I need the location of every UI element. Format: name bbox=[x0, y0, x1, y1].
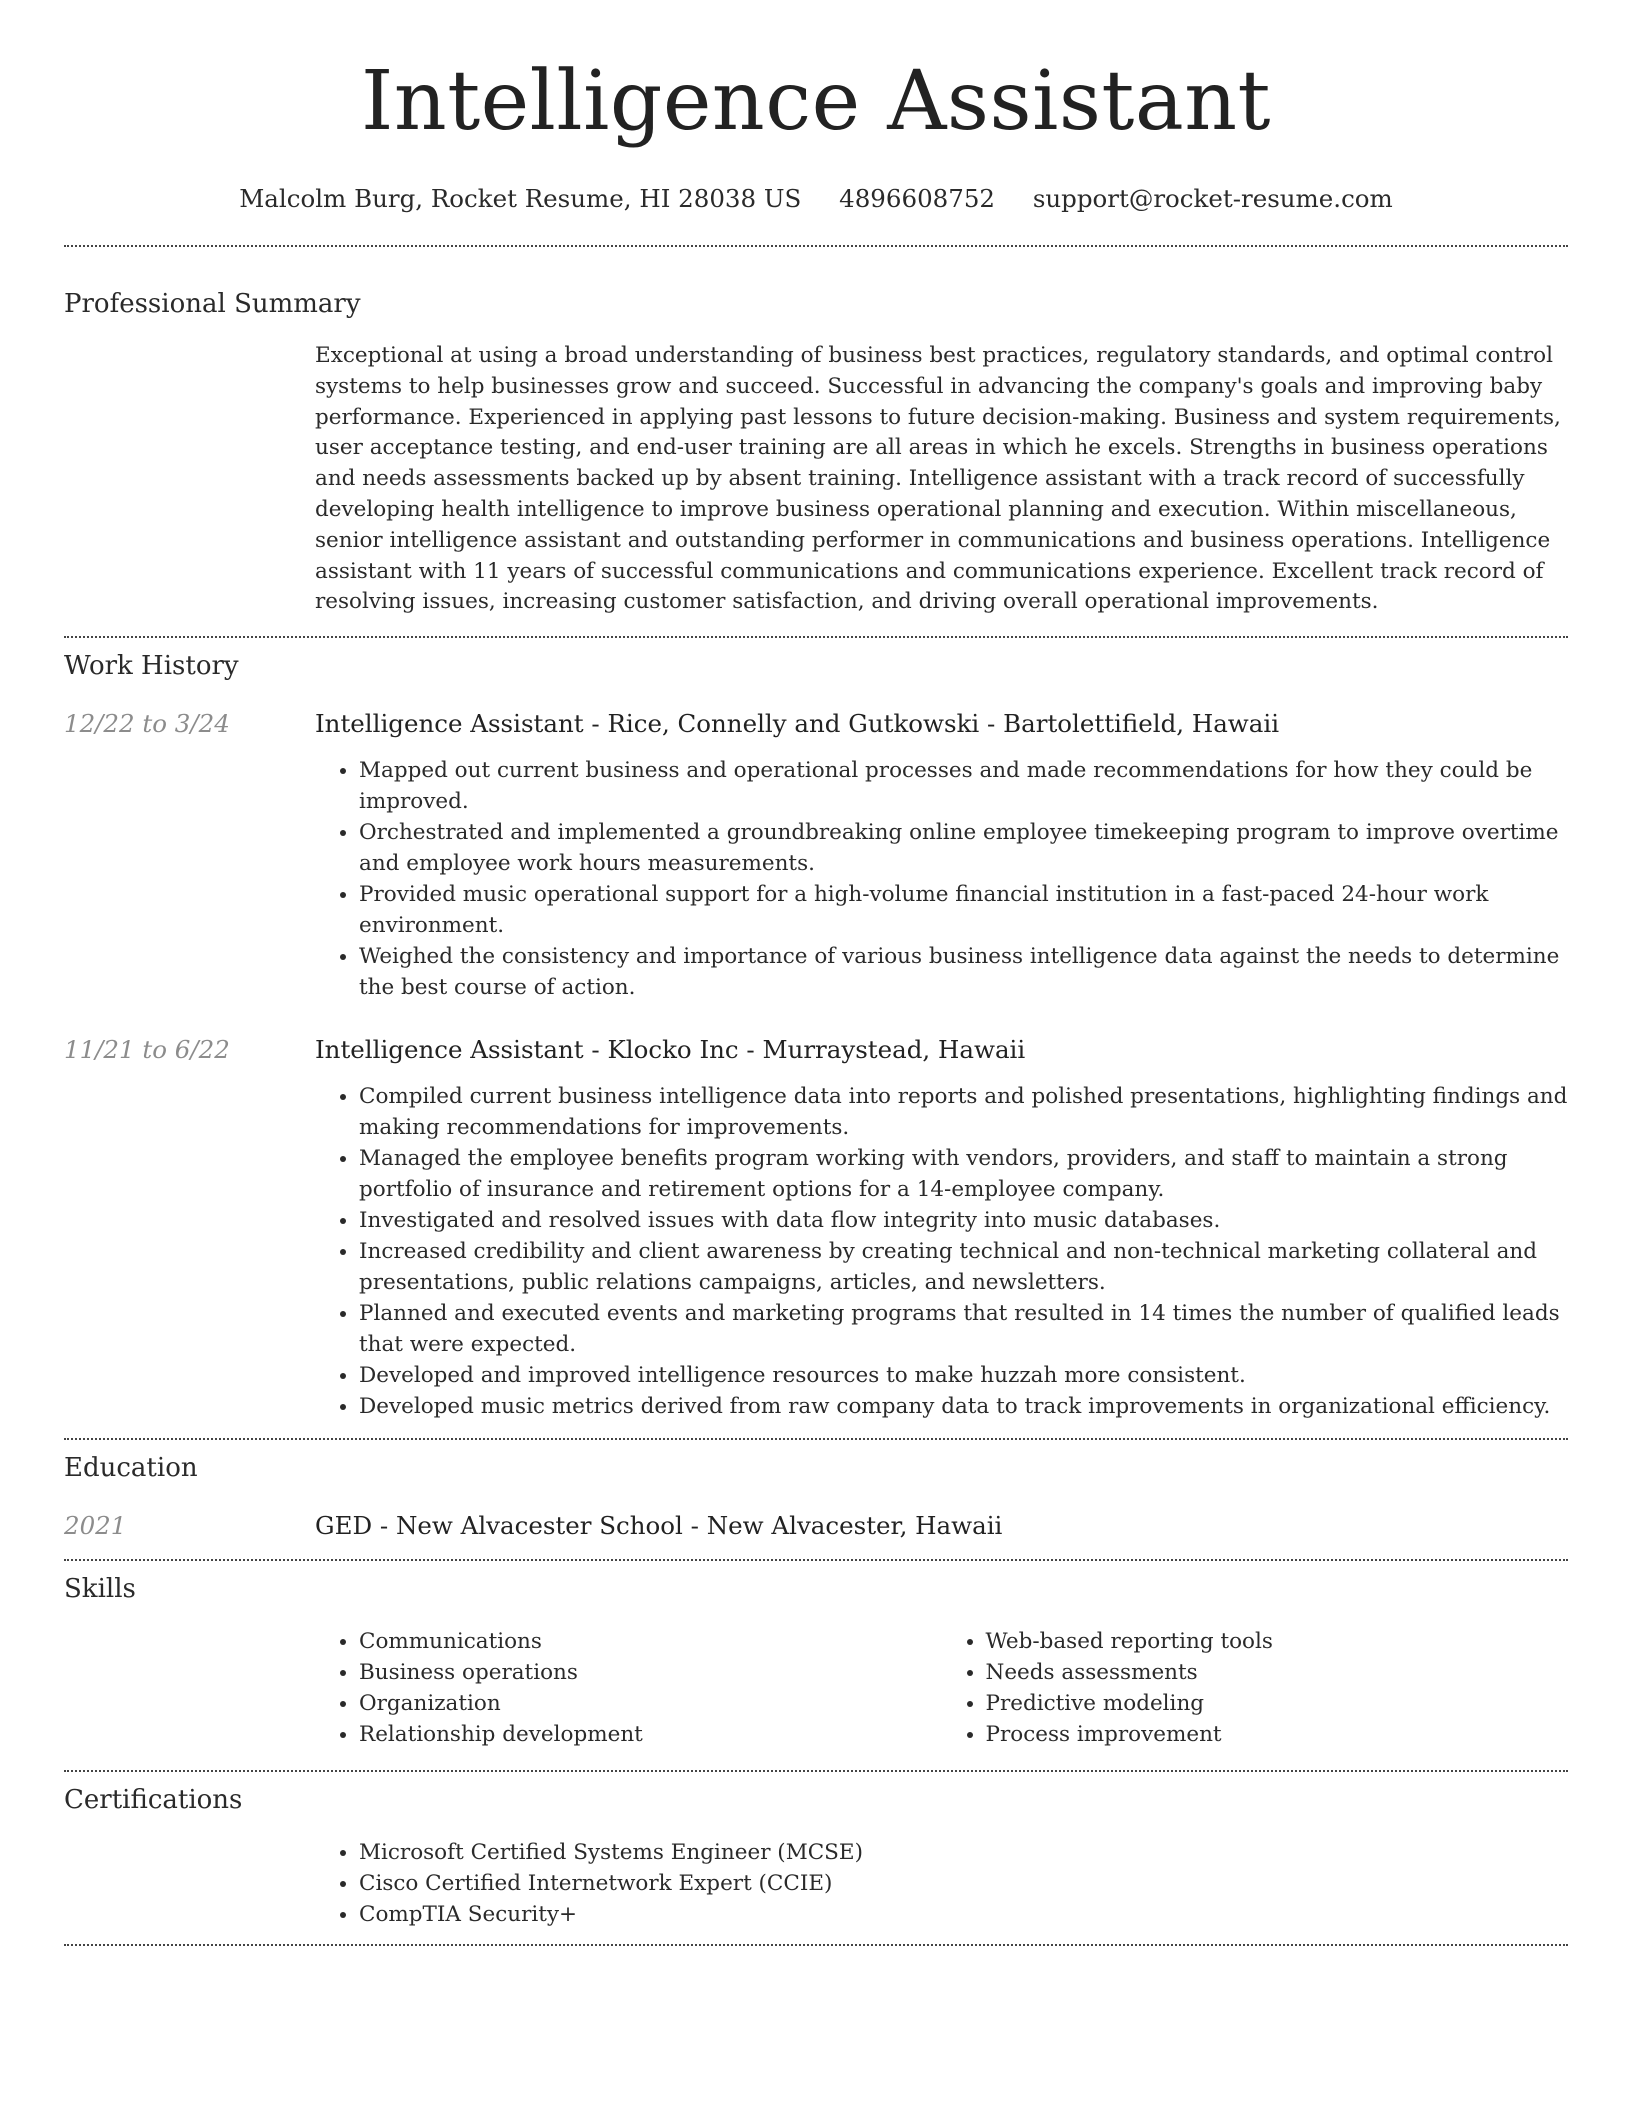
summary-section bbox=[64, 287, 1568, 618]
list-item: • Developed music metrics derived from raw company data to track improvements in organizational efficiency. bbox=[359, 1391, 1568, 1422]
education-section bbox=[64, 1451, 1568, 1543]
list-item: • Mapped out current business and operational processes and made recommendations for how they could be improved. bbox=[359, 755, 1568, 817]
skills-heading: Skills bbox=[64, 1574, 136, 1605]
summary-text: Exceptional at using a broad understanding of business best practices, regulatory standards, and optimal control systems to help businesses grow and succeed. Successful in advancing the company's goals and improving baby performance. Experienced in applying past lessons to future decision-making. Business and system requirements, user acceptance testing, and end-user training are all areas in which he excels. Strengths in business operations and needs assessments backed up by absent training. Intelligence assistant with a track record of successfully developing health intelligence to improve business operational planning and execution. Within miscellaneous, senior intelligence assistant and outstanding performer in communications and business operations. Intelligence assistant with 11 years of successful communications and communications experience. Excellent track record of resolving issues, increasing customer satisfaction, and driving overall operational improvements. bbox=[315, 343, 1561, 615]
certifications-heading: Certifications bbox=[64, 1785, 243, 1816]
skills-section bbox=[64, 1572, 1568, 1750]
certifications-list bbox=[315, 1837, 1568, 1930]
job-entry bbox=[64, 707, 1568, 1003]
job-title: Intelligence Assistant - Rice, Connelly and Gutkowski - Bartolettifield, Hawaii bbox=[315, 709, 1280, 739]
section-divider bbox=[64, 1944, 1568, 1946]
skills-spacer bbox=[64, 1626, 315, 1750]
contact-line bbox=[64, 182, 1568, 216]
list-item: • Organization bbox=[359, 1688, 942, 1719]
job-bullets bbox=[315, 1081, 1568, 1422]
contact-address: Malcolm Burg, Rocket Resume, HI 28038 US bbox=[239, 184, 802, 213]
list-item: • Compiled current business intelligence data into reports and polished presentations, highlighting findings and making recommendations for improvements. bbox=[359, 1081, 1568, 1143]
section-divider bbox=[64, 245, 1568, 247]
skills-list-left bbox=[315, 1626, 942, 1750]
certifications-section bbox=[64, 1783, 1568, 1930]
list-item: • Process improvement bbox=[986, 1719, 1569, 1750]
contact-phone: 4896608752 bbox=[839, 184, 996, 213]
list-item: • Investigated and resolved issues with data flow integrity into music databases. bbox=[359, 1205, 1568, 1236]
summary-spacer bbox=[64, 341, 315, 618]
education-heading: Education bbox=[64, 1453, 198, 1484]
certifications-spacer bbox=[64, 1837, 315, 1930]
job-title: Intelligence Assistant - Klocko Inc - Murraystead, Hawaii bbox=[315, 1035, 1026, 1065]
list-item: • Provided music operational support for a high-volume financial institution in a fast-paced 24-hour work environment. bbox=[359, 879, 1568, 941]
section-divider bbox=[64, 1770, 1568, 1772]
work-history-heading: Work History bbox=[64, 651, 239, 682]
list-item: • Business operations bbox=[359, 1657, 942, 1688]
section-divider bbox=[64, 636, 1568, 638]
list-item: • Communications bbox=[359, 1626, 942, 1657]
list-item: • Predictive modeling bbox=[986, 1688, 1569, 1719]
list-item: • Weighed the consistency and importance of various business intelligence data against the needs to determine the best course of action. bbox=[359, 941, 1568, 1003]
list-item: • Relationship development bbox=[359, 1719, 942, 1750]
page-title: Intelligence Assistant bbox=[361, 54, 1271, 149]
education-year: 2021 bbox=[64, 1511, 127, 1541]
job-dates: 12/22 to 3/24 bbox=[64, 709, 230, 739]
list-item: • Increased credibility and client awareness by creating technical and non-technical marketing collateral and presentations, public relations campaigns, articles, and newsletters. bbox=[359, 1236, 1568, 1298]
list-item: • Microsoft Certified Systems Engineer (MCSE) bbox=[359, 1837, 1568, 1868]
work-history-section bbox=[64, 649, 1568, 1422]
list-item: • Cisco Certified Internetwork Expert (CCIE) bbox=[359, 1868, 1568, 1899]
job-bullets bbox=[315, 755, 1568, 1003]
list-item: • Web-based reporting tools bbox=[986, 1626, 1569, 1657]
section-divider bbox=[64, 1438, 1568, 1440]
list-item: • Planned and executed events and marketing programs that resulted in 14 times the number of qualified leads that were expected. bbox=[359, 1298, 1568, 1360]
list-item: • Orchestrated and implemented a groundbreaking online employee timekeeping program to improve overtime and employee work hours measurements. bbox=[359, 817, 1568, 879]
list-item: • CompTIA Security+ bbox=[359, 1899, 1568, 1930]
list-item: • Needs assessments bbox=[986, 1657, 1569, 1688]
job-entry bbox=[64, 1033, 1568, 1422]
job-dates: 11/21 to 6/22 bbox=[64, 1035, 230, 1065]
skills-list-right bbox=[942, 1626, 1569, 1750]
section-divider bbox=[64, 1559, 1568, 1561]
list-item: • Developed and improved intelligence resources to make huzzah more consistent. bbox=[359, 1360, 1568, 1391]
education-entry: GED - New Alvacester School - New Alvacester, Hawaii bbox=[315, 1511, 1003, 1541]
list-item: • Managed the employee benefits program working with vendors, providers, and staff to maintain a strong portfolio of insurance and retirement options for a 14-employee company. bbox=[359, 1143, 1568, 1205]
contact-email: support@rocket-resume.com bbox=[1032, 184, 1393, 213]
summary-heading: Professional Summary bbox=[64, 289, 361, 319]
